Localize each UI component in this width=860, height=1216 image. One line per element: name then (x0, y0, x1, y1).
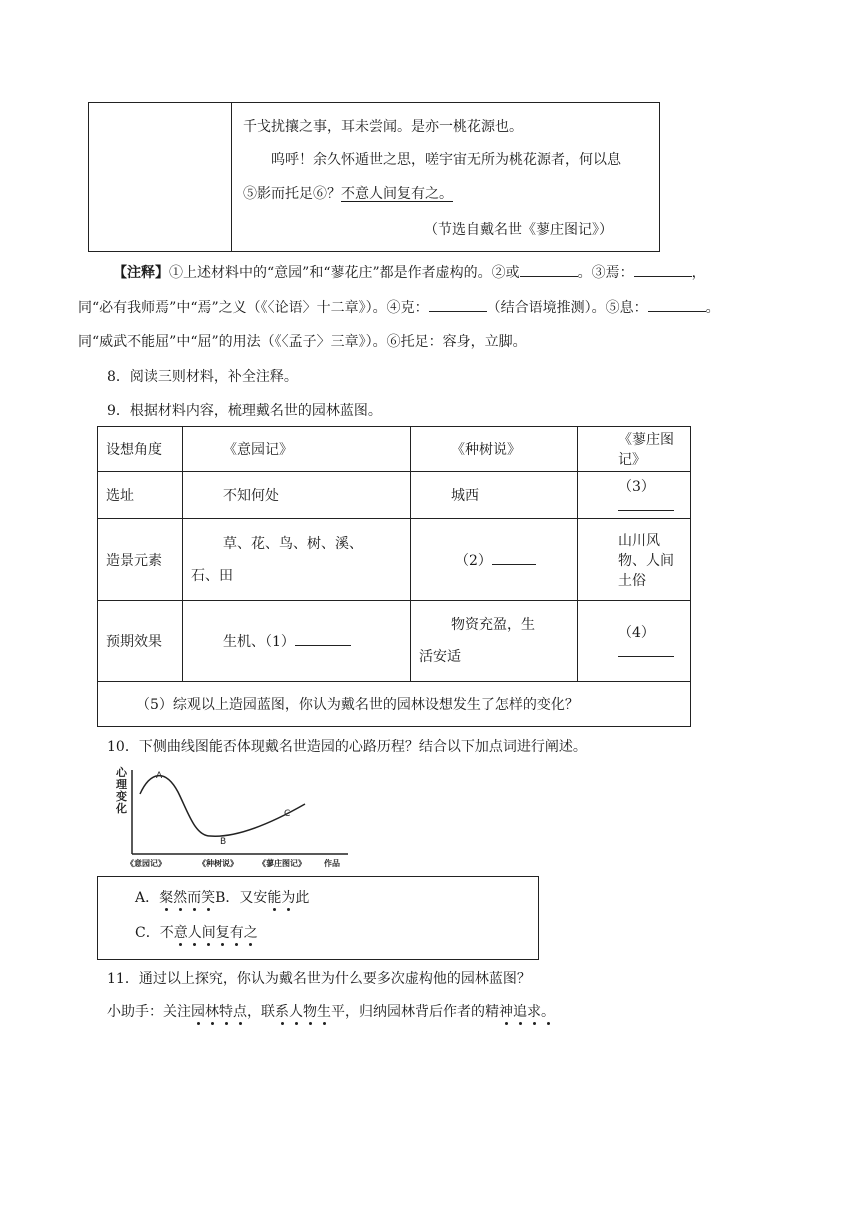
table-cell: 草、花、鸟、树、溪、 石、田 (183, 519, 411, 601)
passage-underlined-sentence: 不意人间复有之。 (341, 186, 453, 202)
chart-annotation-a: A (156, 771, 163, 781)
notes-line-3: 同“威武不能屈”中“屈”的用法（《〈孟子〉三章》）。⑥托足：容身，立脚。 (78, 334, 527, 350)
table-cell: 不知何处 (183, 472, 411, 519)
table-header-row (98, 427, 691, 472)
table-cell: 物资充盈，生 活安适 (411, 601, 578, 682)
passage-line-2: 呜呼！余久怀遁世之思，嗟宇宙无所为桃花源者，何以息 (271, 152, 621, 168)
table-row (98, 682, 691, 727)
table-cell: 生机、（1） (183, 601, 411, 682)
table-cell: 山川风物、人间土俗 (578, 519, 691, 601)
table-header-cell: 《蓼庄图记》 (578, 427, 691, 472)
question-8: 8．阅读三则材料，补全注释。 (107, 369, 298, 385)
notes-label: 【注释】 (113, 265, 169, 281)
blank-answer-2[interactable] (492, 550, 536, 565)
table-cell: （2） (411, 519, 578, 601)
blank-note-3[interactable] (634, 262, 692, 277)
blank-answer-1[interactable] (295, 631, 351, 646)
chart-annotation-b: B (220, 837, 227, 847)
helper-label: 小助手： (107, 1004, 163, 1020)
table-cell: 造景元素 (98, 519, 183, 601)
blank-note-5[interactable] (648, 297, 706, 312)
notes-line-1: 【注释】①上述材料中的“意园”和“蓼花庄”都是作者虚构的。②或 。③焉： ， (113, 262, 706, 283)
blank-answer-4[interactable] (618, 642, 674, 657)
chart-tick-label: 《意园记》 (126, 859, 166, 868)
table-row (98, 472, 691, 519)
chart-ylabel-char: 变 (116, 790, 127, 803)
chart-ylabel-char: 化 (116, 802, 127, 815)
mood-curve-chart (110, 764, 360, 872)
chart-xlabel: 作品 (324, 859, 340, 868)
table-cell: 城西 (411, 472, 578, 519)
table-cell: （3） (578, 472, 691, 519)
passage-line-3-prefix: ⑤影而托足⑥？ (243, 186, 341, 202)
option-a-word: 粲然而笑 (159, 890, 216, 906)
helper-line (107, 1002, 555, 1022)
table-cell: 预期效果 (98, 601, 183, 682)
chart-ylabel-char: 理 (116, 778, 127, 791)
garden-plan-table (97, 426, 691, 727)
chart-tick-label: 《种树说》 (198, 859, 238, 868)
question-11: 11．通过以上探究，你认为戴名世为什么要多次虚构他的园林蓝图？ (107, 971, 531, 987)
table-header-cell: 《种树说》 (411, 427, 578, 472)
blank-answer-3[interactable] (618, 496, 674, 511)
helper-text: 关注园林特点，联系人物生平，归纳园林背后作者的精神追求。 (163, 1004, 555, 1020)
option-a-b-line: A．粲然而笑B．又安能为此 (135, 890, 310, 906)
table-cell-question-5: （5）综观以上造园蓝图，你认为戴名世的园林设想发生了怎样的变化？ (98, 682, 691, 727)
table-cell: 选址 (98, 472, 183, 519)
blank-note-4[interactable] (429, 297, 487, 312)
passage-source: （节选自戴名世《蓼庄图记》） (424, 222, 613, 238)
passage-line-1: 千戈扰攘之事，耳未尝闻。是亦一桃花源也。 (243, 119, 523, 135)
table-row (98, 601, 691, 682)
table-cell: （4） (578, 601, 691, 682)
chart-ylabel-char: 心 (116, 766, 127, 779)
chart-series-line (140, 776, 305, 837)
question-9: 9．根据材料内容，梳理戴名世的园林蓝图。 (107, 403, 382, 419)
table-header-cell: 《意园记》 (183, 427, 411, 472)
chart-ylabel (115, 765, 128, 815)
chart-tick-label: 《蓼庄图记》 (258, 859, 306, 868)
option-c-line: C．不意人间复有之 (135, 925, 258, 941)
blank-note-2[interactable] (520, 262, 578, 277)
passage-divider (231, 103, 232, 251)
notes-line-2: 同“必有我师焉”中“焉”之义（《〈论语〉十二章》）。④克： （结合语境推测）。⑤息： 。 (78, 297, 720, 318)
option-b-word: 又安能为此 (239, 890, 310, 906)
passage-line-3 (243, 184, 453, 204)
chart-annotation-c: C (284, 809, 291, 819)
option-c-word: 不意人间复有之 (159, 925, 258, 941)
question-10: 10．下侧曲线图能否体现戴名世造园的心路历程？结合以下加点词进行阐述。 (107, 739, 587, 755)
table-header-cell: 设想角度 (98, 427, 183, 472)
table-row (98, 519, 691, 601)
